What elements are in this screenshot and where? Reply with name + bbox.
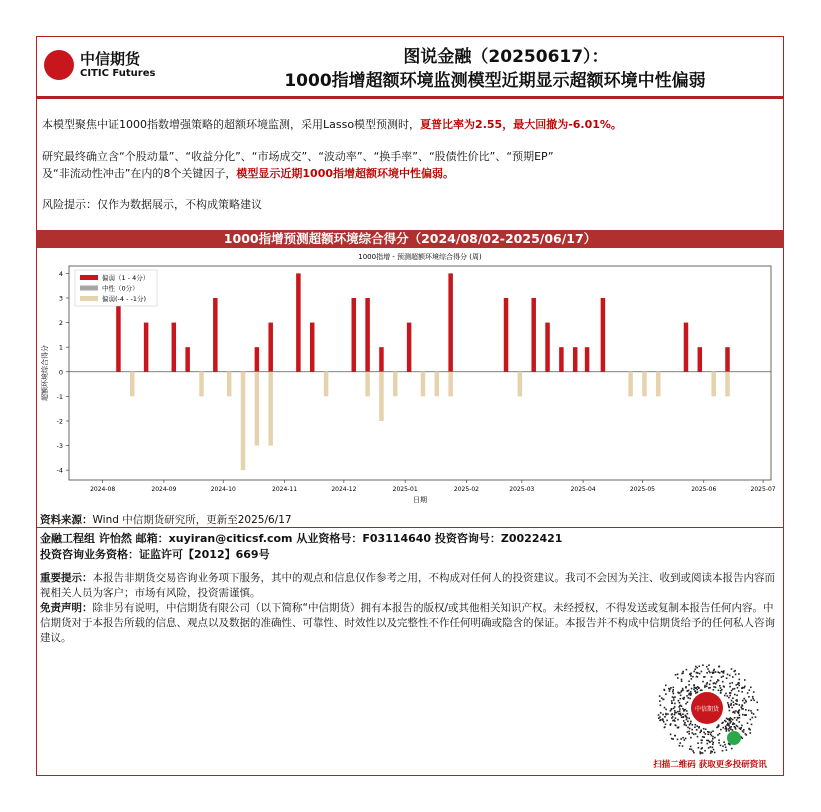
bar <box>393 372 398 397</box>
bar <box>628 372 633 397</box>
logo-en-text: CITIC Futures <box>80 68 156 79</box>
bar <box>213 298 218 372</box>
y-tick-label: -2 <box>56 417 63 426</box>
y-tick-label: -4 <box>56 466 63 475</box>
legend-label: 中性（0分） <box>102 284 139 293</box>
disclaimer-label: 免责声明： <box>40 602 93 614</box>
legend-label: 偏弱(-4 - -1分) <box>102 295 147 303</box>
bar <box>199 372 204 397</box>
bar <box>324 372 329 397</box>
bar <box>185 347 190 372</box>
header-divider <box>36 96 784 99</box>
x-tick-label: 2025-04 <box>570 486 596 493</box>
disclaimer <box>40 601 782 646</box>
bar <box>725 372 730 397</box>
x-tick-label: 2024-11 <box>272 486 298 493</box>
x-axis-label: 日期 <box>413 496 427 504</box>
chart-title: 1000指增 - 预测超额环境综合得分 (周) <box>358 253 482 261</box>
source-label: 资料来源： <box>40 514 93 526</box>
risk-warning: 风险提示：仅作为数据展示，不构成策略建议 <box>42 198 262 211</box>
important-notice <box>40 571 782 601</box>
report-header <box>36 36 784 96</box>
bar <box>601 298 606 372</box>
intro-p2-line1: 研究最终确立含“个股动量”、“收益分化”、“市场成交”、“波动率”、“换手率”、“股债性价比”、“预期EP” <box>42 150 554 163</box>
citic-futures-logo <box>44 46 184 86</box>
important-text: 本报告非期货交易咨询业务项下服务，其中的观点和信息仅作参考之用，不构成对任何人的投资建议。我司不会因为关注、收到或阅读本报告内容而视相关人员为客户；市场有风险，投资需谨慎。 <box>40 572 775 599</box>
bar <box>130 372 135 397</box>
qr-code[interactable] <box>648 658 766 758</box>
bar <box>518 372 523 397</box>
x-tick-label: 2024-10 <box>210 486 236 493</box>
bar <box>585 347 590 372</box>
legend-swatch <box>80 275 98 280</box>
x-tick-label: 2025-06 <box>691 486 717 493</box>
x-tick-label: 2024-12 <box>331 486 357 493</box>
x-tick-label: 2024-09 <box>151 486 177 493</box>
report-title-line1: 图说金融（20250617）： <box>403 47 609 67</box>
bar <box>227 372 232 397</box>
legend-label: 偏弱（1 - 4分） <box>102 274 150 282</box>
bar <box>379 347 384 372</box>
bar <box>725 347 730 372</box>
bar <box>448 273 453 371</box>
important-label: 重要提示： <box>40 572 93 584</box>
bar <box>642 372 647 397</box>
data-source <box>40 512 292 527</box>
bar <box>352 298 357 372</box>
legend-swatch <box>80 296 98 301</box>
x-tick-label: 2025-07 <box>750 486 776 493</box>
x-tick-label: 2025-01 <box>392 486 418 493</box>
bar <box>407 323 412 372</box>
source-text: Wind 中信期货研究所，更新至2025/6/17 <box>92 514 292 526</box>
x-tick-label: 2025-05 <box>629 486 656 493</box>
qr-center-label: 中信期货 <box>694 706 720 713</box>
chart-band-title: 1000指增预测超额环境综合得分（2024/08/02-2025/06/17） <box>36 230 784 248</box>
bar <box>656 372 661 397</box>
y-tick-label: 1 <box>58 343 63 352</box>
y-tick-label: 4 <box>58 269 63 278</box>
bar <box>545 323 550 372</box>
y-tick-label: 0 <box>58 368 63 377</box>
bar <box>379 372 384 421</box>
bar <box>310 323 315 372</box>
y-tick-label: -1 <box>56 392 63 401</box>
report-title-line2: 1000指增超额环境监测模型近期显示超额环境中性偏弱 <box>284 71 706 91</box>
bar <box>435 372 440 397</box>
plot-area <box>69 266 771 480</box>
y-tick-label: 2 <box>58 319 63 328</box>
bar <box>255 347 260 372</box>
bar <box>504 298 509 372</box>
intro-paragraph-2 <box>42 148 782 182</box>
bar <box>573 347 578 372</box>
bar <box>559 347 564 372</box>
bar <box>365 372 370 397</box>
bar <box>421 372 426 397</box>
bar <box>448 372 453 397</box>
bar <box>268 372 273 446</box>
wechat-mini-program-icon <box>727 731 741 745</box>
disclaimer-text: 除非另有说明，中信期货有限公司（以下简称“中信期货）拥有本报告的版权/或其他相关知识产权。未经授权，不得发送或复制本报告任何内容。中信期货对于本报告所载的信息、观点以及数据的准确性、可靠性、时效性以及完整性不作任何明确或隐含的保证。本报告并不构成中信期货给予的任何私人咨询建议。 <box>40 602 775 644</box>
bar <box>698 347 703 372</box>
bar <box>255 372 260 446</box>
y-tick-label: 3 <box>58 294 63 303</box>
x-tick-label: 2025-03 <box>509 486 535 493</box>
x-tick-label: 2024-08 <box>90 486 116 493</box>
analyst-line: 金融工程组 许怡然 邮箱：xuyiran@citicsf.com 从业资格号：F03114640 投资咨询号：Z0022421 <box>40 532 563 545</box>
bar <box>241 372 246 470</box>
intro-paragraph-1 <box>42 116 782 133</box>
intro-p1-text: 本模型聚焦中证1000指数增强策略的超额环境监测，采用Lasso模型预测时， <box>42 118 421 131</box>
bar <box>296 273 301 371</box>
bar <box>116 298 121 372</box>
bar <box>531 298 536 372</box>
bar <box>711 372 716 397</box>
bar <box>144 323 149 372</box>
score-bar-chart <box>37 248 782 505</box>
intro-p2-line2: 及“非流动性冲击”在内的8个关键因子， <box>42 167 237 180</box>
y-axis-label: 超额环境综合得分 <box>41 345 49 401</box>
bar <box>172 323 177 372</box>
y-tick-label: -3 <box>56 442 63 451</box>
intro-p2-highlight: 模型显示近期1000指增超额环境中性偏弱。 <box>236 167 455 180</box>
bar <box>365 298 370 372</box>
license-line: 投资咨询业务资格：证监许可【2012】669号 <box>40 548 270 561</box>
logo-cn-text: 中信期货 <box>80 50 141 68</box>
bar <box>268 323 273 372</box>
legend-swatch <box>80 286 98 291</box>
qr-caption: 扫描二维码 获取更多投研资讯 <box>653 760 767 770</box>
intro-p1-highlight: 夏普比率为2.55，最大回撤为-6.01%。 <box>420 118 622 131</box>
citic-logo-icon <box>44 50 74 80</box>
x-tick-label: 2025-02 <box>453 486 480 493</box>
bar <box>684 323 689 372</box>
source-divider <box>36 527 784 528</box>
